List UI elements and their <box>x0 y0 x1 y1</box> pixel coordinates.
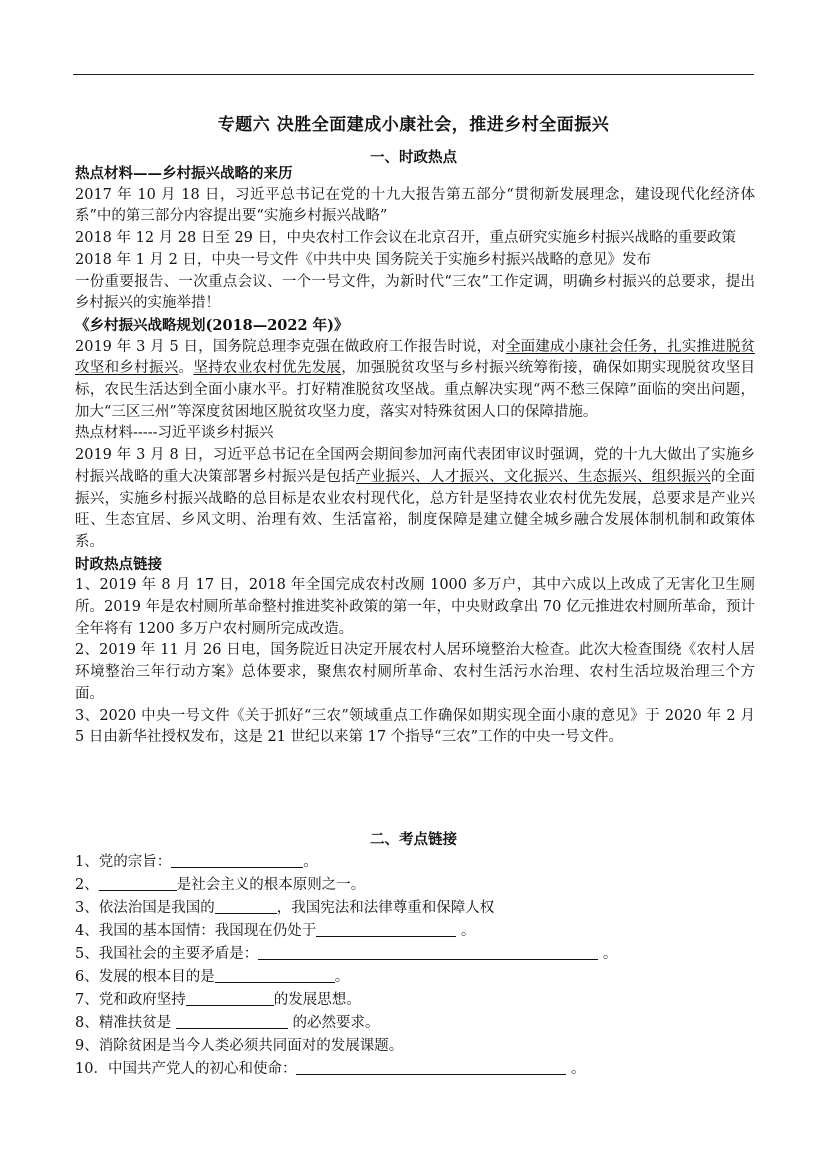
question-item: 7、党和政府坚持 的发展思想。 <box>75 992 361 1008</box>
link-item: 2、2019 年 11 月 26 日电，国务院近日决定开展农村人居环境整治大检查。此次大检查围绕《农村人居环境整治三年行动方案》总体要求，聚焦农村厕所革命、农村生活污水治理、农村生活垃圾治理三个方面。 <box>75 642 755 702</box>
hot-material-heading-2: 热点材料-----习近平谈乡村振兴 <box>75 425 274 442</box>
question-item: 1、党的宗旨： 。 <box>75 854 318 870</box>
question-item: 6、发展的根本目的是 。 <box>75 969 350 985</box>
answer-blank[interactable] <box>296 1059 566 1075</box>
question-item: 3、依法治国是我国的 ，我国宪法和法律尊重和保障人权 <box>75 900 495 916</box>
answer-blank[interactable] <box>215 898 277 914</box>
links-heading: 时政热点链接 <box>75 555 162 573</box>
section-heading-exam-points: 二、考点链接 <box>370 831 457 848</box>
answer-blank[interactable] <box>215 967 335 983</box>
question-item: 4、我国的基本国情：我国现在仍处于 。 <box>75 923 476 939</box>
question-item: 2、 是社会主义的根本原则之一。 <box>75 877 366 893</box>
question-item: 9、消除贫困是当今人类必须共同面对的发展课题。 <box>75 1038 404 1054</box>
underlined-text: 全面建成小康社会任务，扎实推进脱贫攻坚和乡村振兴 <box>75 338 755 377</box>
question-item: 8、精准扶贫是 的必然要求。 <box>75 1015 380 1031</box>
paragraph: 一份重要报告、一次重点会议、一个一号文件，为新时代“三农”工作定调，明确乡村振兴的总要求，提出乡村振兴的实施举措！ <box>75 273 755 312</box>
hot-topics-body <box>75 163 755 749</box>
answer-blank[interactable] <box>186 990 274 1006</box>
link-item: 3、2020 中央一号文件《关于抓好“三农”领域重点工作确保如期实现全面小康的意见》于 2020 年 2 月 5 日由新华社授权发布，这是 21 世纪以来第 17 个指导“三农”工作的中央一号文件。 <box>75 707 755 746</box>
paragraph: 2018 年 1 月 2 日，中央一号文件《中共中央 国务院关于实施乡村振兴战略的意见》发布 <box>75 251 652 268</box>
underlined-text: 产业振兴、人才振兴、文化振兴、生态振兴、组织振兴 <box>356 468 711 485</box>
answer-blank[interactable] <box>176 1013 288 1029</box>
paragraph: 2019 年 3 月 8 日，习近平总书记在全国两会期间参加河南代表团审议时强调，党的十九大做出了实施乡村振兴战略的重大决策部署乡村振兴是包括产业振兴、人才振兴、文化振兴、生态振兴、组织振兴的全面振兴，实施乡村振兴战略的总目标是农业农村现代化，总方针是坚持农业农村优先发展，总要求是产业兴旺、生态宜居、乡风文明、治理有效、生活富裕，制度保障是建立健全城乡融合发展体制机制和政策体系。 <box>75 447 756 550</box>
paragraph: 2019 年 3 月 5 日，国务院总理李克强在做政府工作报告时说，对全面建成小康社会任务，扎实推进脱贫攻坚和乡村振兴。坚持农业农村优先发展，加强脱贫攻坚与乡村振兴统筹衔接，确保如期实现脱贫攻坚目标，农民生活达到全面小康水平。打好精准脱贫攻坚战。重点解决实现“两不愁三保障”面临的突出问题，加大“三区三州”等深度贫困地区脱贫攻坚力度，落实对特殊贫困人口的保障措施。 <box>75 338 756 420</box>
answer-blank[interactable] <box>316 921 456 937</box>
header-rule <box>73 74 754 75</box>
paragraph: 2017 年 10 月 18 日，习近平总书记在党的十九大报告第五部分“贯彻新发展理念，建设现代化经济体系”中的第三部分内容提出要“实施乡村振兴战略” <box>75 186 755 225</box>
hot-material-heading-1: 热点材料——乡村振兴战略的来历 <box>75 165 293 182</box>
exam-points-list <box>75 851 755 1081</box>
underlined-text: 坚持农业农村优先发展 <box>193 360 342 377</box>
plan-heading: 《乡村振兴战略规划(2018—2022 年)》 <box>75 316 349 334</box>
answer-blank[interactable] <box>258 944 598 960</box>
question-item: 5、我国社会的主要矛盾是： 。 <box>75 946 618 962</box>
page-title: 专题六 决胜全面建成小康社会，推进乡村全面振兴 <box>217 115 610 135</box>
link-item: 1、2019 年 8 月 17 日，2018 年全国完成农村改厕 1000 多万户，其中六成以上改成了无害化卫生厕所。2019 年是农村厕所革命整村推进奖补政策的第一年，中央财政拿出 70 亿元推进农村厕所革命，预计全年将有 1200 多万户农村厕所完成改造。 <box>75 577 755 637</box>
paragraph: 2018 年 12 月 28 日至 29 日，中央农村工作会议在北京召开，重点研究实施乡村振兴战略的重要政策 <box>75 230 737 247</box>
answer-blank[interactable] <box>171 852 303 868</box>
section-heading-hot-topics: 一、时政热点 <box>370 149 457 166</box>
question-item: 10．中国共产党人的初心和使命： 。 <box>75 1061 586 1077</box>
answer-blank[interactable] <box>99 875 177 891</box>
